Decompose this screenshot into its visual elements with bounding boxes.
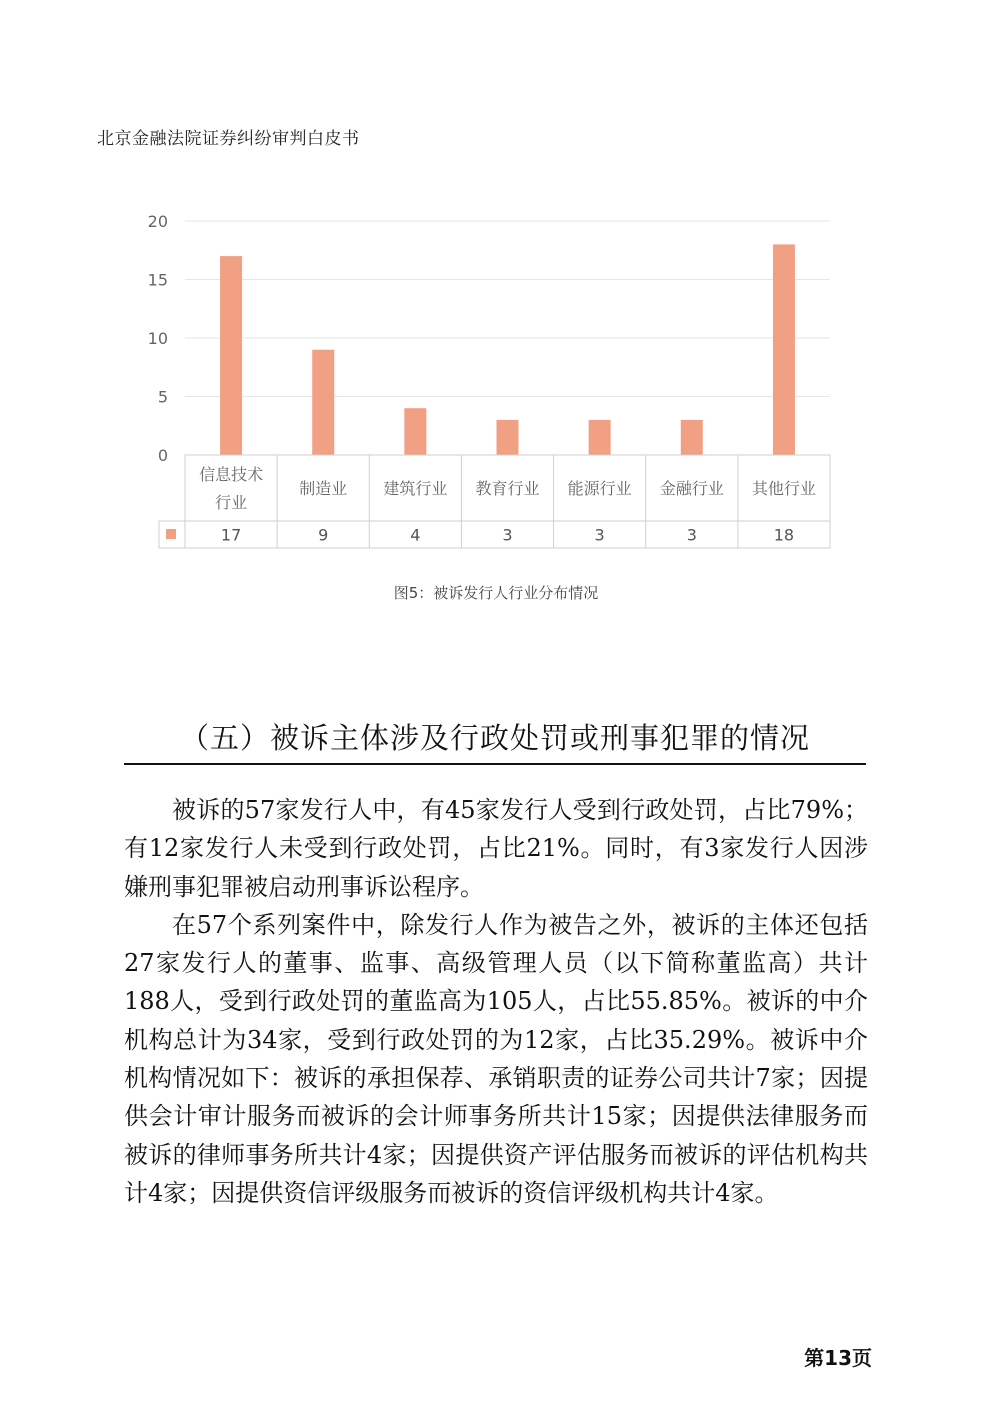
value-label: 17 <box>220 525 242 545</box>
industry-bar-chart <box>0 195 992 565</box>
category-label: 其他行业 <box>751 479 816 498</box>
title-underline <box>124 763 866 765</box>
bar <box>312 350 334 455</box>
running-header: 北京金融法院证券纠纷审判白皮书 <box>97 129 360 149</box>
bar <box>589 420 611 455</box>
bar <box>404 408 426 455</box>
y-tick-label: 0 <box>157 446 168 465</box>
y-tick-label: 15 <box>147 270 168 290</box>
value-label: 4 <box>410 525 421 545</box>
category-label: 教育行业 <box>475 479 540 498</box>
value-label: 3 <box>594 525 605 545</box>
legend-swatch <box>166 529 176 539</box>
bar <box>497 420 519 455</box>
paragraph: 被诉的57家发行人中，有45家发行人受到行政处罚，占比79%；有12家发行人未受到行政处罚，占比21%。同时，有3家发行人因涉嫌刑事犯罪被启动刑事诉讼程序。 <box>124 796 868 901</box>
category-label: 金融行业 <box>659 479 724 498</box>
bar <box>220 256 242 455</box>
bar <box>773 244 795 455</box>
value-label: 3 <box>686 525 697 545</box>
figure-caption: 图5：被诉发行人行业分布情况 <box>393 584 599 602</box>
category-label: 行业 <box>215 493 248 512</box>
y-tick-label: 5 <box>157 387 168 407</box>
category-label: 信息技术 <box>199 465 264 484</box>
y-tick-label: 20 <box>147 212 168 231</box>
value-label: 3 <box>502 525 513 545</box>
y-tick-label: 10 <box>147 329 168 348</box>
value-label: 18 <box>773 525 795 545</box>
section-title: （五）被诉主体涉及行政处罚或刑事犯罪的情况 <box>179 721 810 755</box>
paragraph: 在57个系列案件中，除发行人作为被告之外，被诉的主体还包括27家发行人的董事、监事、高级管理人员（以下简称董监高）共计188人，受到行政处罚的董监高为105人，占比55.85%。被诉的中介机构总计为34家，受到行政处罚的为12家，占比35.29%。被诉中介机构情况如下：被诉的承担保荐、承销职责的证券公司共计7家；因提供会计审计服务而被诉的会计师事务所共计15家；因提供法律服务而被诉的律师事务所共计4家；因提供资产评估服务而被诉的评估机构共计4家；因提供资信评级服务而被诉的资信评级机构共计4家。 <box>124 910 868 1207</box>
value-label: 9 <box>318 525 329 545</box>
category-label: 能源行业 <box>567 479 632 498</box>
page-number: 第13页 <box>804 1346 872 1370</box>
category-label: 制造业 <box>299 479 348 498</box>
category-label: 建筑行业 <box>383 479 448 498</box>
body-text <box>124 791 868 1212</box>
bar <box>681 420 703 455</box>
